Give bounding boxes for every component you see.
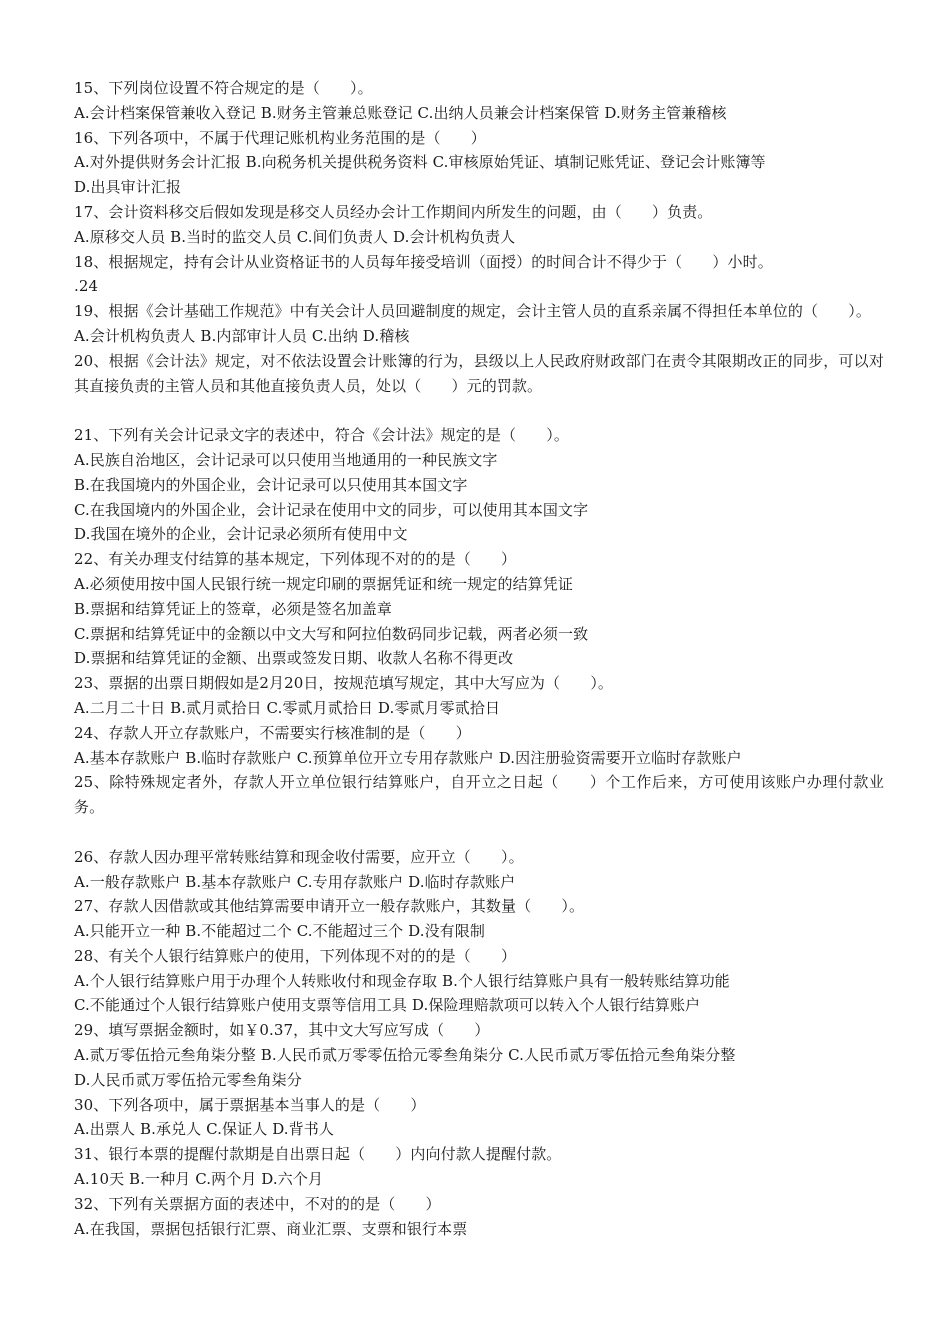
q28-options-cd: C.不能通过个人银行结算账户使用支票等信用工具 D.保险理赔款项可以转入个人银行结算账户 [74, 996, 701, 1015]
q16-options-cont: D.出具审计汇报 [74, 178, 182, 197]
q28-question: 28、有关个人银行结算账户的使用，下列体现不对的的是（ ） [74, 946, 517, 965]
q17-question: 17、会计资料移交后假如发现是移交人员经办会计工作期间内所发生的问题，由（ ）负责。 [74, 202, 713, 221]
q22-question: 22、有关办理支付结算的基本规定，下列体现不对的的是（ ） [74, 550, 517, 569]
q29-question: 29、填写票据金额时，如￥0.37，其中文大写应写成（ ） [74, 1021, 490, 1040]
blank-line [74, 398, 884, 423]
q15-question: 15、下列岗位设置不符合规定的是（ ）。 [74, 79, 373, 97]
q18-options: .24 [74, 277, 99, 296]
q22-option-d: D.票据和结算凭证的金额、出票或签发日期、收款人名称不得更改 [74, 649, 514, 668]
q21-option-d: D.我国在境外的企业，会计记录必须所有使用中文 [74, 525, 408, 544]
q31-question: 31、银行本票的提醒付款期是自出票日起（ ）内向付款人提醒付款。 [74, 1145, 562, 1164]
q32-option-a: A.在我国，票据包括银行汇票、商业汇票、支票和银行本票 [74, 1219, 468, 1238]
q16-question: 16、下列各项中，不属于代理记账机构业务范围的是（ ） [74, 128, 486, 147]
q22-option-b: B.票据和结算凭证上的签章，必须是签名加盖章 [74, 599, 392, 618]
q30-question: 30、下列各项中，属于票据基本当事人的是（ ） [74, 1095, 426, 1114]
q21-option-a: A.民族自治地区，会计记录可以只使用当地通用的一种民族文字 [74, 450, 498, 469]
q21-option-c: C.在我国境内的外国企业，会计记录在使用中文的同步，可以使用其本国文字 [74, 500, 589, 519]
q16-options: A.对外提供财务会计汇报 B.向税务机关提供税务资料 C.审核原始凭证、填制记账凭证、登记会计账簿等 [74, 153, 766, 172]
q32-question: 32、下列有关票据方面的表述中，不对的的是（ ） [74, 1194, 441, 1213]
q29-options-abc: A.贰万零伍拾元叁角柒分整 B.人民币贰万零零伍拾元零叁角柒分 C.人民币贰万零伍拾元叁角柒分整 [74, 1046, 736, 1065]
q27-options: A.只能开立一种 B.不能超过二个 C.不能超过三个 D.没有限制 [74, 922, 485, 941]
q23-options: A.二月二十日 B.贰月贰拾日 C.零贰月贰拾日 D.零贰月零贰拾日 [74, 698, 501, 717]
q26-options: A.一般存款账户 B.基本存款账户 C.专用存款账户 D.临时存款账户 [74, 872, 516, 891]
q18-question: 18、根据规定，持有会计从业资格证书的人员每年接受培训（面授）的时间合计不得少于（ ）小时。 [74, 252, 773, 271]
q27-question: 27、存款人因借款或其他结算需要申请开立一般存款账户，其数量（ ）。 [74, 897, 585, 916]
q29-option-d: D.人民币贰万零伍拾元零叁角柒分 [74, 1070, 302, 1089]
q28-options-ab: A.个人银行结算账户用于办理个人转账收付和现金存取 B.个人银行结算账户具有一般转账结算功能 [74, 971, 730, 990]
q19-question: 19、根据《会计基础工作规范》中有关会计人员回避制度的规定，会计主管人员的直系亲属不得担任本单位的（ ）。 [74, 302, 871, 321]
q24-question: 24、存款人开立存款账户，不需要实行核准制的是（ ） [74, 723, 471, 742]
q19-options: A.会计机构负责人 B.内部审计人员 C.出纳 D.稽核 [74, 326, 410, 345]
document-page [74, 76, 884, 1241]
blank-line [74, 820, 884, 845]
q22-option-c: C.票据和结算凭证中的金额以中文大写和阿拉伯数码同步记载，两者必须一致 [74, 624, 589, 643]
q23-question: 23、票据的出票日期假如是2月20日，按规范填写规定，其中大写应为（ ）。 [74, 674, 614, 693]
q24-options: A.基本存款账户 B.临时存款账户 C.预算单位开立专用存款账户 D.因注册验资需要开立临时存款账户 [74, 748, 742, 767]
q15-options: A.会计档案保管兼收入登记 B.财务主管兼总账登记 C.出纳人员兼会计档案保管 D.财务主管兼稽核 [74, 103, 727, 122]
q31-options: A.10天 B.一种月 C.两个月 D.六个月 [74, 1170, 324, 1189]
q21-question: 21、下列有关会计记录文字的表述中，符合《会计法》规定的是（ ）。 [74, 426, 569, 445]
q30-options: A.出票人 B.承兑人 C.保证人 D.背书人 [74, 1120, 334, 1139]
q22-option-a: A.必须使用按中国人民银行统一规定印刷的票据凭证和统一规定的结算凭证 [74, 574, 574, 593]
q26-question: 26、存款人因办理平常转账结算和现金收付需要，应开立（ ）。 [74, 847, 524, 866]
q17-options: A.原移交人员 B.当时的监交人员 C.间们负责人 D.会计机构负责人 [74, 227, 516, 246]
q25-question: 25、除特殊规定者外，存款人开立单位银行结算账户，自开立之日起（ ）个工作后来，方可使用该账户办理付款业务。 [74, 773, 884, 817]
q20-question: 20、根据《会计法》规定，对不依法设置会计账簿的行为，县级以上人民政府财政部门在责令其限期改正的同步，可以对其直接负责的主管人员和其他直接负责人员，处以（ ）元的罚款。 [74, 351, 884, 395]
q21-option-b: B.在我国境内的外国企业，会计记录可以只使用其本国文字 [74, 475, 468, 494]
